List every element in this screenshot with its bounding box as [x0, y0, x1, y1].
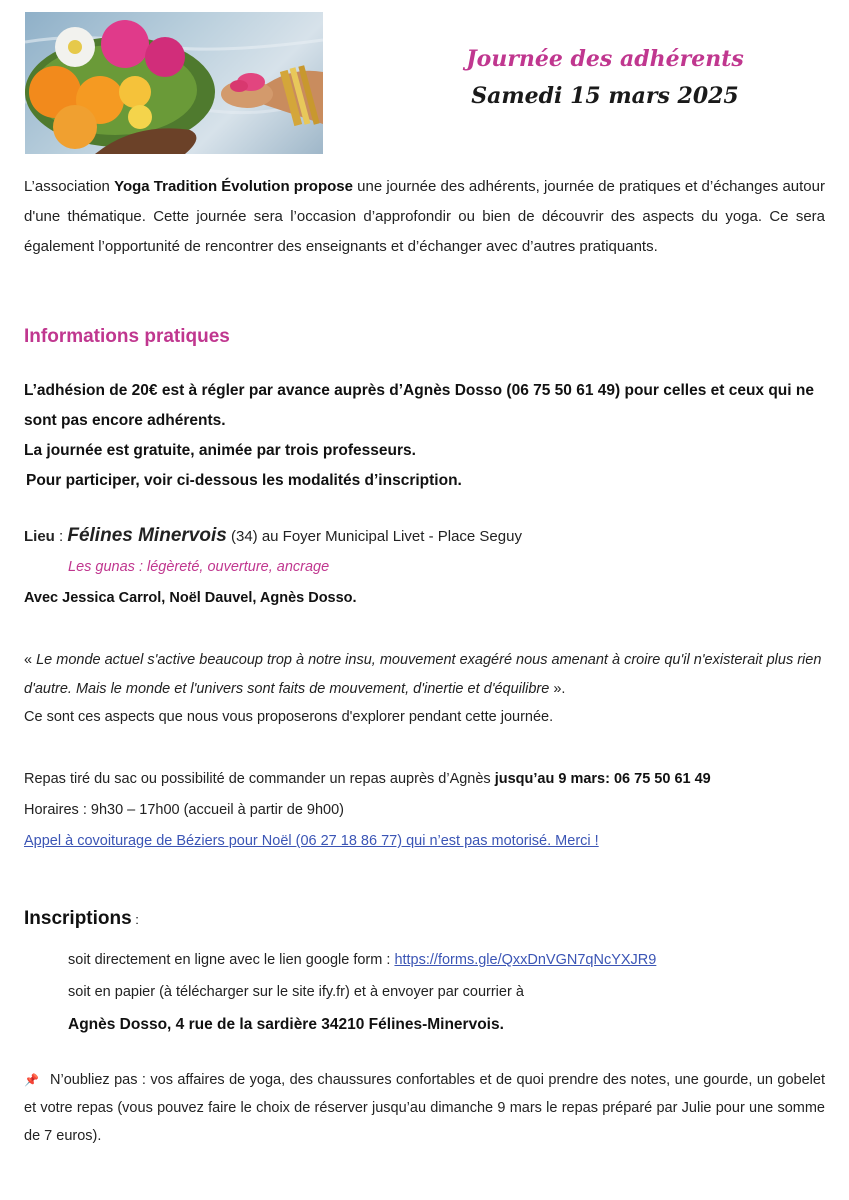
free-day-line: La journée est gratuite, animée par trois professeurs. — [24, 442, 416, 459]
inscriptions-block — [68, 944, 808, 1041]
quote-text: Le monde actuel s'active beaucoup trop à notre insu, mouvement exagéré nous amenant à croire qu'il n'existerait plus rien d'autre. Mais le monde et l'univers sont faits de mouvement, d'inertie et d'équilibre — [24, 652, 822, 697]
repas-block — [24, 764, 825, 857]
lieu-label: Lieu — [24, 528, 55, 545]
lieu-dept: (34) — [226, 528, 258, 545]
inscriptions-heading — [24, 908, 825, 930]
lieu-separator: : — [54, 528, 68, 545]
intro-text-start: L’association — [24, 178, 115, 195]
infos-heading: Informations pratiques — [24, 326, 230, 347]
intro-paragraph — [24, 172, 825, 262]
intro-text-rest: une journée des adhérents, journée de pratiques et d’échanges autour d'une thématique. Cette journée sera l’occasion d’approfondir ou bien de découvrir des aspects du yoga. Ce sera également l’opportunité de rencontrer des enseignants et d’échanger avec d’autres pratiquants. — [24, 178, 825, 255]
lieu-venue: au Foyer Municipal Livet - Place Seguy — [257, 528, 522, 545]
reminder-text: N’oubliez pas : vos affaires de yoga, des chaussures confortables et de quoi prendre des notes, une gourde, un gobelet et votre repas (vous pouvez faire le choix de réserver jusqu’au dimanche 9 mars le repas préparé par Julie pour une somme de 7 euros). — [24, 1072, 825, 1144]
lieu-place: Félines Minervois — [67, 525, 227, 546]
quote-open: « — [24, 652, 37, 668]
quote-follow: Ce sont ces aspects que nous vous proposerons d'explorer pendant cette journée. — [24, 709, 554, 725]
event-date: Samedi 15 mars 2025 — [471, 83, 739, 109]
inscriptions-title: Inscriptions — [24, 908, 132, 929]
association-name: Yoga Tradition Évolution propose — [114, 178, 353, 195]
theme-line: Les gunas : légèreté, ouverture, ancrage — [68, 559, 330, 575]
adhesion-line: L’adhésion de 20€ est à régler par avance auprès d’Agnès Dosso (06 75 50 61 49) pour celles et ceux qui ne sont pas encore adhérents. — [24, 382, 814, 429]
paper-line: soit en papier (à télécharger sur le site ify.fr) et à envoyer par courrier à — [68, 984, 524, 1000]
postal-address: Agnès Dosso, 4 rue de la sardière 34210 Félines-Minervois. — [68, 1016, 504, 1033]
repas-line — [24, 764, 825, 795]
title-block — [430, 44, 780, 112]
lieu-line — [24, 522, 825, 551]
inscriptions-colon: : — [131, 912, 139, 927]
reminder-paragraph — [24, 1066, 825, 1150]
infos-block — [24, 376, 825, 496]
repas-deadline: jusqu’au 9 mars: 06 75 50 61 49 — [494, 771, 711, 787]
event-title: Journée des adhérents — [466, 46, 744, 72]
teachers-line: Avec Jessica Carrol, Noël Dauvel, Agnès Dosso. — [24, 590, 357, 606]
repas-text: Repas tiré du sac ou possibilité de commander un repas auprès d’Agnès — [24, 771, 495, 787]
header-photo — [25, 12, 323, 154]
online-text: soit directement en ligne avec le lien google form : — [68, 952, 395, 968]
horaires-line: Horaires : 9h30 – 17h00 (accueil à partir de 9h00) — [24, 802, 344, 818]
covoiturage-link[interactable]: Appel à covoiturage de Béziers pour Noël (06 27 18 86 77) qui n’est pas motorisé. Merci ! — [24, 833, 599, 849]
google-form-link[interactable]: https://forms.gle/QxxDnVGN7qNcYXJR9 — [394, 952, 657, 968]
online-line — [68, 944, 808, 976]
quote-block — [24, 646, 825, 732]
reminder-icon: 📌 — [24, 1073, 39, 1087]
participate-line: Pour participer, voir ci-dessous les modalités d’inscription. — [26, 472, 462, 489]
quote-close: ». — [549, 680, 566, 697]
